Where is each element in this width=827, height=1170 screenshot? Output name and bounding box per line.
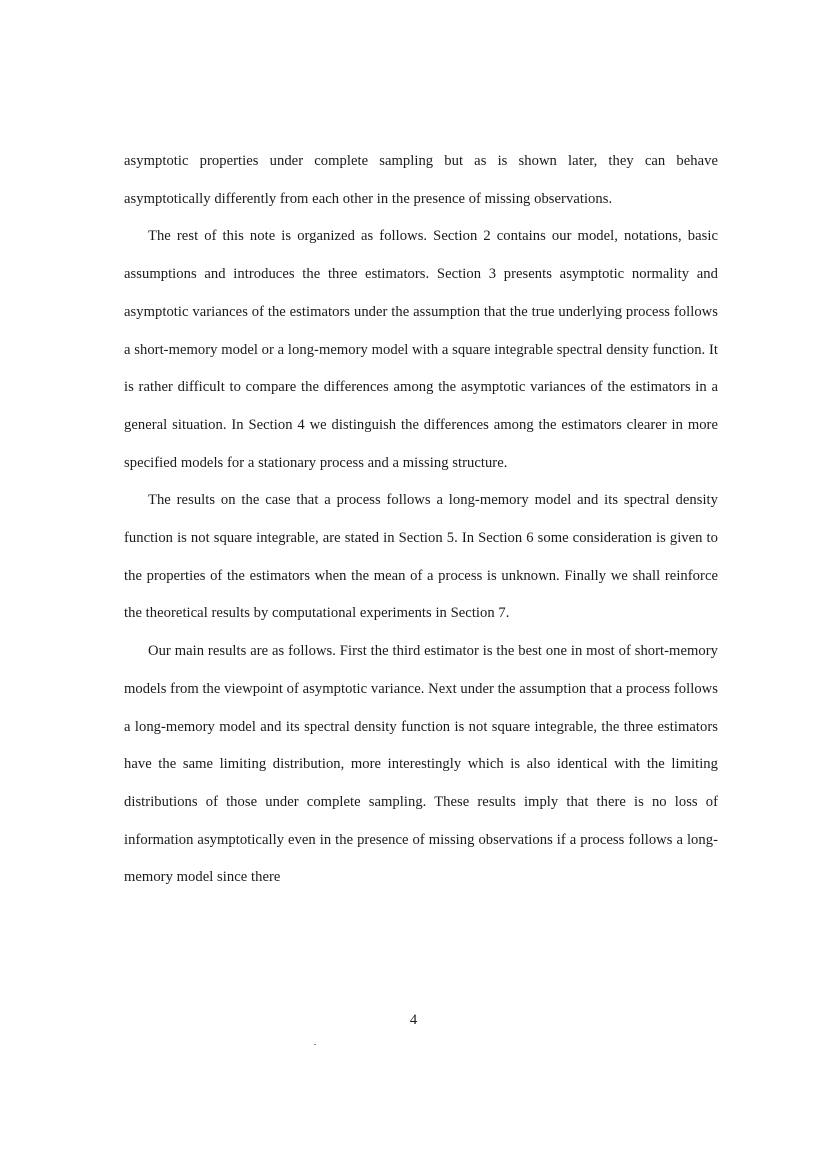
scan-speck [314,1044,316,1045]
paragraph-4: Our main results are as follows. First the third estimator is the best one in most of short-memory models from the viewpoint of asymptotic variance. Next under the assumption that a process follows a long-memory model and its spectral density function is not square integrable, the three estimators have the same limiting distribution, more interestingly which is also identical with the limiting distributions of those under complete sampling. These results imply that there is no loss of information asymptotically even in the presence of missing observations if a process follows a long-memory model since there [124,643,718,886]
paragraph-1: asymptotic properties under complete sampling but as is shown later, they can behave asymptotically differently from each other in the presence of missing observations. [124,153,718,207]
paragraph-2: The rest of this note is organized as follows. Section 2 contains our model, notations, basic assumptions and introduces the three estimators. Section 3 presents asymptotic normality and asymptotic variances of the estimators under the assumption that the true underlying process follows a short-memory model or a long-memory model with a square integrable spectral density function. It is rather difficult to compare the differences among the asymptotic variances of the estimators in a general situation. In Section 4 we distinguish the differences among the estimators clearer in more specified models for a stationary process and a missing structure. [124,228,718,471]
page-body [124,143,718,897]
paragraph-3: The results on the case that a process follows a long-memory model and its spectral density function is not square integrable, are stated in Section 5. In Section 6 some consideration is given to the properties of the estimators when the mean of a process is unknown. Finally we shall reinforce the theoretical results by computational experiments in Section 7. [124,492,718,622]
page-number: 4 [409,1012,418,1028]
